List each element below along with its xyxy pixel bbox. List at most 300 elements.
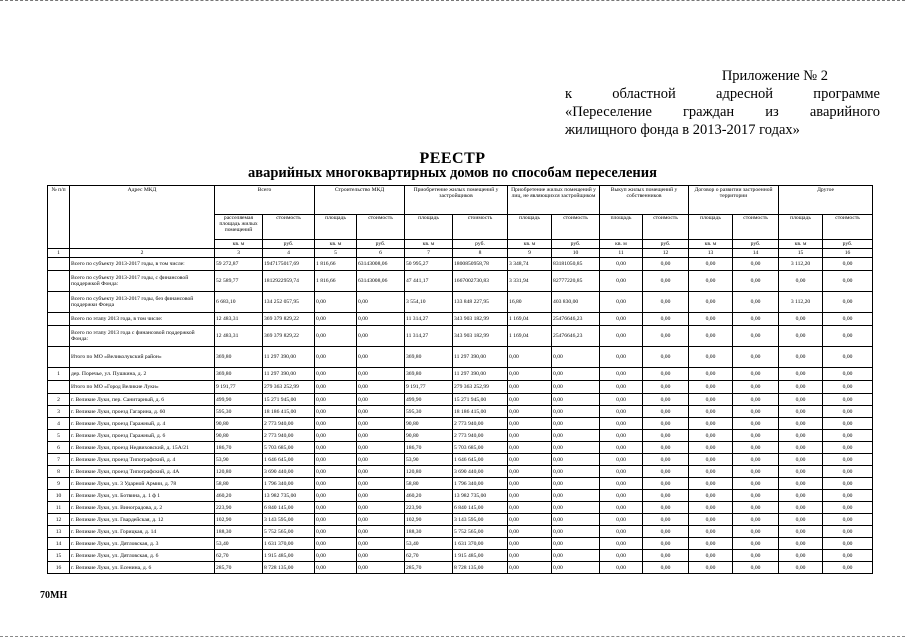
value-cell: 1800850958,78: [453, 258, 508, 271]
address-cell: г. Великие Луки, проезд Типографский, д. 4: [70, 454, 215, 466]
header-address: Адрес МКД: [70, 186, 215, 249]
value-cell: 0,00: [733, 271, 779, 292]
value-cell: 102,90: [215, 514, 263, 526]
header-sub-area: площадь: [405, 215, 453, 240]
value-cell: 0,00: [689, 292, 733, 313]
registry-table: [47, 185, 873, 574]
value-cell: 460,20: [215, 490, 263, 502]
header-group-other: Другое: [779, 186, 873, 215]
value-cell: 0,00: [357, 313, 405, 326]
value-cell: 1 646 645,00: [263, 454, 315, 466]
column-index-cell: 1: [48, 249, 70, 258]
value-cell: 1 796 340,00: [453, 478, 508, 490]
value-cell: 12 483,31: [215, 313, 263, 326]
value-cell: 0,00: [689, 313, 733, 326]
value-cell: 53,90: [405, 454, 453, 466]
row-number-cell: 7: [48, 454, 70, 466]
value-cell: 0,00: [600, 514, 643, 526]
summary-row: [48, 271, 873, 292]
value-cell: 0,00: [552, 538, 600, 550]
value-cell: 47 441,17: [405, 271, 453, 292]
value-cell: 0,00: [357, 430, 405, 442]
value-cell: 0,00: [689, 478, 733, 490]
value-cell: 0,00: [779, 368, 823, 381]
value-cell: 0,00: [643, 538, 689, 550]
header-unit-area: кв. м: [315, 240, 357, 249]
value-cell: 0,00: [643, 347, 689, 368]
value-cell: 0,00: [315, 347, 357, 368]
value-cell: 595,30: [405, 406, 453, 418]
value-cell: 120,80: [405, 466, 453, 478]
value-cell: 0,00: [689, 466, 733, 478]
column-index-cell: 11: [600, 249, 643, 258]
header-unit-area: кв. м: [215, 240, 263, 249]
value-cell: 5 703 685,00: [453, 442, 508, 454]
value-cell: 595,30: [215, 406, 263, 418]
value-cell: 0,00: [689, 347, 733, 368]
column-index-cell: 5: [315, 249, 357, 258]
value-cell: 13 982 735,00: [453, 490, 508, 502]
value-cell: 1947175017,69: [263, 258, 315, 271]
value-cell: 0,00: [508, 430, 552, 442]
row-number-cell: [48, 347, 70, 368]
value-cell: 0,00: [600, 466, 643, 478]
value-cell: 403 830,00: [552, 292, 600, 313]
value-cell: 369 379 829,22: [263, 313, 315, 326]
row-number-cell: [48, 258, 70, 271]
header-unit-cost: руб.: [643, 240, 689, 249]
value-cell: 0,00: [552, 454, 600, 466]
value-cell: 90,80: [405, 418, 453, 430]
row-number-cell: 10: [48, 490, 70, 502]
value-cell: 5 703 685,00: [263, 442, 315, 454]
value-cell: 0,00: [689, 406, 733, 418]
column-index-cell: 3: [215, 249, 263, 258]
value-cell: 0,00: [733, 550, 779, 562]
document-subtitle: аварийных многоквартирных домов по способам переселения: [248, 165, 657, 181]
value-cell: 53,40: [215, 538, 263, 550]
header-sub-cost: стоимость: [552, 215, 600, 240]
value-cell: 0,00: [779, 478, 823, 490]
value-cell: 0,00: [779, 394, 823, 406]
header-unit-cost: руб.: [823, 240, 873, 249]
value-cell: 0,00: [689, 562, 733, 574]
header-unit-area: кв. м: [405, 240, 453, 249]
value-cell: 0,00: [508, 442, 552, 454]
row-number-cell: 14: [48, 538, 70, 550]
value-cell: 0,00: [357, 368, 405, 381]
value-cell: 0,00: [508, 478, 552, 490]
value-cell: 0,00: [643, 550, 689, 562]
table-row: [48, 430, 873, 442]
value-cell: 1 915 485,00: [453, 550, 508, 562]
header-sub-area: площадь: [689, 215, 733, 240]
value-cell: 63143008,06: [357, 271, 405, 292]
value-cell: 11 314,27: [405, 326, 453, 347]
value-cell: 0,00: [315, 466, 357, 478]
value-cell: 0,00: [315, 368, 357, 381]
value-cell: 6 840 145,00: [263, 502, 315, 514]
value-cell: 0,00: [823, 502, 873, 514]
value-cell: 0,00: [823, 313, 873, 326]
value-cell: 0,00: [552, 406, 600, 418]
value-cell: 0,00: [357, 292, 405, 313]
header-group-total: Всего: [215, 186, 315, 215]
header-unit-cost: руб.: [263, 240, 315, 249]
value-cell: 62,70: [405, 550, 453, 562]
header-sub-area: площадь: [779, 215, 823, 240]
value-cell: 0,00: [315, 490, 357, 502]
value-cell: 0,00: [357, 406, 405, 418]
value-cell: 58,80: [215, 478, 263, 490]
value-cell: 0,00: [357, 562, 405, 574]
value-cell: 0,00: [600, 502, 643, 514]
column-index-cell: 2: [70, 249, 215, 258]
value-cell: 63143008,06: [357, 258, 405, 271]
value-cell: 0,00: [600, 406, 643, 418]
row-number-cell: 6: [48, 442, 70, 454]
value-cell: 0,00: [600, 526, 643, 538]
value-cell: 0,00: [733, 454, 779, 466]
value-cell: 279 363 252,99: [263, 381, 315, 394]
value-cell: 0,00: [552, 526, 600, 538]
value-cell: 3 690 440,00: [453, 466, 508, 478]
column-index-row: [48, 249, 873, 258]
value-cell: 0,00: [779, 381, 823, 394]
value-cell: 0,00: [689, 394, 733, 406]
value-cell: 0,00: [508, 454, 552, 466]
value-cell: 0,00: [508, 381, 552, 394]
value-cell: 0,00: [643, 514, 689, 526]
value-cell: 3 554,10: [405, 292, 453, 313]
row-number-cell: 3: [48, 406, 70, 418]
value-cell: 16,80: [508, 292, 552, 313]
value-cell: 25476646,23: [552, 326, 600, 347]
row-number-cell: [48, 271, 70, 292]
value-cell: 0,00: [357, 550, 405, 562]
value-cell: 90,80: [215, 418, 263, 430]
address-cell: г. Великие Луки, ул. Дятловская, д. 6: [70, 550, 215, 562]
row-number-cell: [48, 292, 70, 313]
column-index-cell: 4: [263, 249, 315, 258]
value-cell: 0,00: [508, 418, 552, 430]
value-cell: 0,00: [689, 368, 733, 381]
value-cell: 0,00: [733, 490, 779, 502]
value-cell: 0,00: [552, 347, 600, 368]
table-row: [48, 368, 873, 381]
value-cell: 0,00: [508, 368, 552, 381]
value-cell: 0,00: [779, 502, 823, 514]
value-cell: 0,00: [823, 538, 873, 550]
value-cell: 0,00: [600, 538, 643, 550]
row-number-cell: [48, 326, 70, 347]
appendix-line-2: к областной адресной программе: [565, 86, 880, 102]
value-cell: 0,00: [823, 442, 873, 454]
address-cell: дер. Поречье, ул. Пушкина, д. 2: [70, 368, 215, 381]
header-unit-area: кв. м: [508, 240, 552, 249]
value-cell: 369,80: [405, 347, 453, 368]
value-cell: 1 169,04: [508, 313, 552, 326]
value-cell: 9 191,77: [405, 381, 453, 394]
value-cell: 0,00: [600, 442, 643, 454]
value-cell: 15 271 945,00: [263, 394, 315, 406]
address-cell: г. Великие Луки, ул. Горицкая, д. 14: [70, 526, 215, 538]
value-cell: 0,00: [643, 418, 689, 430]
header-sub-cost: стоимость: [263, 215, 315, 240]
address-cell: г. Великие Луки, ул. 3 Ударной Армии, д. 78: [70, 478, 215, 490]
table-row: [48, 550, 873, 562]
column-index-cell: 10: [552, 249, 600, 258]
table-row: [48, 478, 873, 490]
address-cell: г. Великие Луки, проезд Гаражный, д. 4: [70, 418, 215, 430]
value-cell: 0,00: [357, 381, 405, 394]
value-cell: 1 816,66: [315, 271, 357, 292]
value-cell: 0,00: [823, 418, 873, 430]
value-cell: 0,00: [733, 313, 779, 326]
header-unit-area: кв. м: [779, 240, 823, 249]
row-number-cell: 8: [48, 466, 70, 478]
value-cell: 0,00: [733, 326, 779, 347]
header-sub-cost: стоимость: [357, 215, 405, 240]
value-cell: 0,00: [689, 430, 733, 442]
table-row: [48, 466, 873, 478]
value-cell: 0,00: [733, 466, 779, 478]
appendix-number: Приложение № 2: [721, 68, 828, 84]
address-cell: Всего по субъекту 2013-2017 годы, с финансовой поддержкой Фонда:: [70, 271, 215, 292]
value-cell: 0,00: [823, 394, 873, 406]
value-cell: 0,00: [552, 368, 600, 381]
value-cell: 50 995,27: [405, 258, 453, 271]
value-cell: 0,00: [779, 406, 823, 418]
table-row: [48, 454, 873, 466]
column-index-cell: 7: [405, 249, 453, 258]
value-cell: 0,00: [779, 538, 823, 550]
value-cell: 0,00: [600, 394, 643, 406]
value-cell: 0,00: [508, 514, 552, 526]
header-group-non-developers: Приобретение жилых помещений у лиц, не являющихся застройщиком: [508, 186, 600, 215]
table-row: [48, 418, 873, 430]
value-cell: 0,00: [823, 466, 873, 478]
address-cell: г. Великие Луки, ул. Виноградова, д. 2: [70, 502, 215, 514]
value-cell: 1 816,66: [315, 258, 357, 271]
value-cell: 0,00: [357, 442, 405, 454]
value-cell: 0,00: [357, 394, 405, 406]
value-cell: 0,00: [315, 478, 357, 490]
value-cell: 0,00: [779, 313, 823, 326]
value-cell: 0,00: [823, 526, 873, 538]
value-cell: 343 903 182,99: [453, 313, 508, 326]
value-cell: 134 252 057,95: [263, 292, 315, 313]
value-cell: 0,00: [315, 326, 357, 347]
value-cell: 0,00: [600, 347, 643, 368]
value-cell: 11 297 390,00: [263, 368, 315, 381]
value-cell: 2 773 940,00: [453, 418, 508, 430]
address-cell: г. Великие Луки, проезд Гагарина, д. 60: [70, 406, 215, 418]
row-number-cell: 11: [48, 502, 70, 514]
value-cell: 369,80: [405, 368, 453, 381]
value-cell: 0,00: [315, 430, 357, 442]
value-cell: 0,00: [823, 326, 873, 347]
value-cell: 0,00: [643, 490, 689, 502]
address-cell: Итого по МО «Город Великие Луки»: [70, 381, 215, 394]
header-unit-cost: руб.: [733, 240, 779, 249]
value-cell: 0,00: [552, 430, 600, 442]
value-cell: 0,00: [552, 478, 600, 490]
value-cell: 0,00: [357, 526, 405, 538]
value-cell: 0,00: [552, 442, 600, 454]
value-cell: 1 631 370,00: [263, 538, 315, 550]
value-cell: 3 348,74: [508, 258, 552, 271]
value-cell: 0,00: [733, 406, 779, 418]
value-cell: 0,00: [823, 562, 873, 574]
column-index-cell: 16: [823, 249, 873, 258]
address-cell: Всего по субъекту 2013-2017 годы, в том числе:: [70, 258, 215, 271]
value-cell: 5 752 565,00: [263, 526, 315, 538]
value-cell: 0,00: [508, 502, 552, 514]
header-unit-cost: руб.: [552, 240, 600, 249]
value-cell: 0,00: [600, 271, 643, 292]
address-cell: г. Великие Луки, ул. Есенина, д. 6: [70, 562, 215, 574]
value-cell: 186,70: [405, 442, 453, 454]
summary-row: [48, 326, 873, 347]
value-cell: 0,00: [779, 466, 823, 478]
header-sub-cost: стоимость: [733, 215, 779, 240]
value-cell: 499,90: [405, 394, 453, 406]
scan-edge-top: [0, 0, 905, 2]
value-cell: 0,00: [733, 368, 779, 381]
value-cell: 0,00: [733, 347, 779, 368]
value-cell: 0,00: [823, 406, 873, 418]
value-cell: 0,00: [733, 478, 779, 490]
value-cell: 0,00: [315, 442, 357, 454]
row-number-cell: [48, 313, 70, 326]
appendix-line-3: «Переселение граждан из аварийного: [565, 104, 880, 120]
value-cell: 0,00: [600, 258, 643, 271]
value-cell: 0,00: [643, 292, 689, 313]
header-unit-area: кв. м: [689, 240, 733, 249]
value-cell: 59 272,87: [215, 258, 263, 271]
value-cell: 1 646 645,00: [453, 454, 508, 466]
value-cell: 0,00: [823, 368, 873, 381]
value-cell: 0,00: [779, 514, 823, 526]
row-number-cell: 5: [48, 430, 70, 442]
header-sub-area: площадь: [600, 215, 643, 240]
value-cell: 0,00: [315, 454, 357, 466]
value-cell: 0,00: [643, 313, 689, 326]
value-cell: 120,80: [215, 466, 263, 478]
value-cell: 3 143 595,00: [263, 514, 315, 526]
value-cell: 1 631 370,00: [453, 538, 508, 550]
value-cell: 11 314,27: [405, 313, 453, 326]
value-cell: 102,90: [405, 514, 453, 526]
value-cell: 0,00: [315, 502, 357, 514]
header-row-groups: [48, 186, 873, 215]
value-cell: 0,00: [733, 538, 779, 550]
value-cell: 13 982 735,00: [263, 490, 315, 502]
value-cell: 90,80: [215, 430, 263, 442]
row-number-cell: 2: [48, 394, 70, 406]
value-cell: 1 796 340,00: [263, 478, 315, 490]
table-row: [48, 538, 873, 550]
value-cell: 0,00: [643, 406, 689, 418]
address-cell: г. Великие Луки, пер. Санитарный, д. 6: [70, 394, 215, 406]
value-cell: 0,00: [733, 292, 779, 313]
value-cell: 0,00: [779, 550, 823, 562]
row-number-cell: 1: [48, 368, 70, 381]
value-cell: 0,00: [733, 394, 779, 406]
address-cell: г. Великие Луки, проезд Гаражный, д. 6: [70, 430, 215, 442]
value-cell: 18 186 415,00: [453, 406, 508, 418]
value-cell: 5 752 565,00: [453, 526, 508, 538]
value-cell: 52 589,77: [215, 271, 263, 292]
value-cell: 343 903 182,99: [453, 326, 508, 347]
value-cell: 0,00: [823, 292, 873, 313]
column-index-cell: 9: [508, 249, 552, 258]
value-cell: 0,00: [733, 562, 779, 574]
value-cell: 11 297 390,00: [263, 347, 315, 368]
value-cell: 0,00: [823, 454, 873, 466]
value-cell: 0,00: [779, 326, 823, 347]
document-title: РЕЕСТР: [419, 150, 486, 167]
value-cell: 0,00: [357, 454, 405, 466]
header-group-buyout: Выкуп жилых помещений у собственников: [600, 186, 689, 215]
row-number-cell: 13: [48, 526, 70, 538]
value-cell: 369,80: [215, 347, 263, 368]
value-cell: 82777220,85: [552, 271, 600, 292]
column-index-cell: 6: [357, 249, 405, 258]
value-cell: 0,00: [643, 562, 689, 574]
table-row: [48, 394, 873, 406]
table-row: [48, 502, 873, 514]
value-cell: 8 728 135,00: [453, 562, 508, 574]
table-row: [48, 406, 873, 418]
footer-code: 70МН: [40, 590, 68, 601]
header-group-development: Договор о развитии застроенной территории: [689, 186, 779, 215]
header-unit-cost: руб.: [357, 240, 405, 249]
value-cell: 1 915 485,00: [263, 550, 315, 562]
row-number-cell: 15: [48, 550, 70, 562]
column-index-cell: 8: [453, 249, 508, 258]
value-cell: 62,70: [215, 550, 263, 562]
value-cell: 0,00: [315, 538, 357, 550]
value-cell: 0,00: [600, 478, 643, 490]
address-cell: г. Великие Луки, ул. Ботвина, д. 1 ф 1: [70, 490, 215, 502]
value-cell: 0,00: [643, 326, 689, 347]
appendix-header: [565, 67, 880, 139]
value-cell: 0,00: [643, 502, 689, 514]
header-sub-cost: стоимость: [643, 215, 689, 240]
value-cell: 0,00: [315, 418, 357, 430]
value-cell: 0,00: [357, 347, 405, 368]
value-cell: 0,00: [689, 442, 733, 454]
address-cell: г. Великие Луки, проезд Недвиховский, д. 15А/21: [70, 442, 215, 454]
value-cell: 0,00: [600, 562, 643, 574]
value-cell: 0,00: [779, 430, 823, 442]
header-sub-area: площадь: [315, 215, 357, 240]
row-number-cell: [48, 381, 70, 394]
registry-body: [48, 249, 873, 574]
value-cell: 0,00: [552, 514, 600, 526]
address-cell: Всего по этапу 2013 года с финансовой поддержкой Фонда:: [70, 326, 215, 347]
value-cell: 0,00: [357, 418, 405, 430]
header-sub-area: площадь: [508, 215, 552, 240]
value-cell: 0,00: [733, 442, 779, 454]
table-row: [48, 562, 873, 574]
column-index-cell: 15: [779, 249, 823, 258]
value-cell: 0,00: [552, 490, 600, 502]
value-cell: 0,00: [779, 271, 823, 292]
table-row: [48, 514, 873, 526]
